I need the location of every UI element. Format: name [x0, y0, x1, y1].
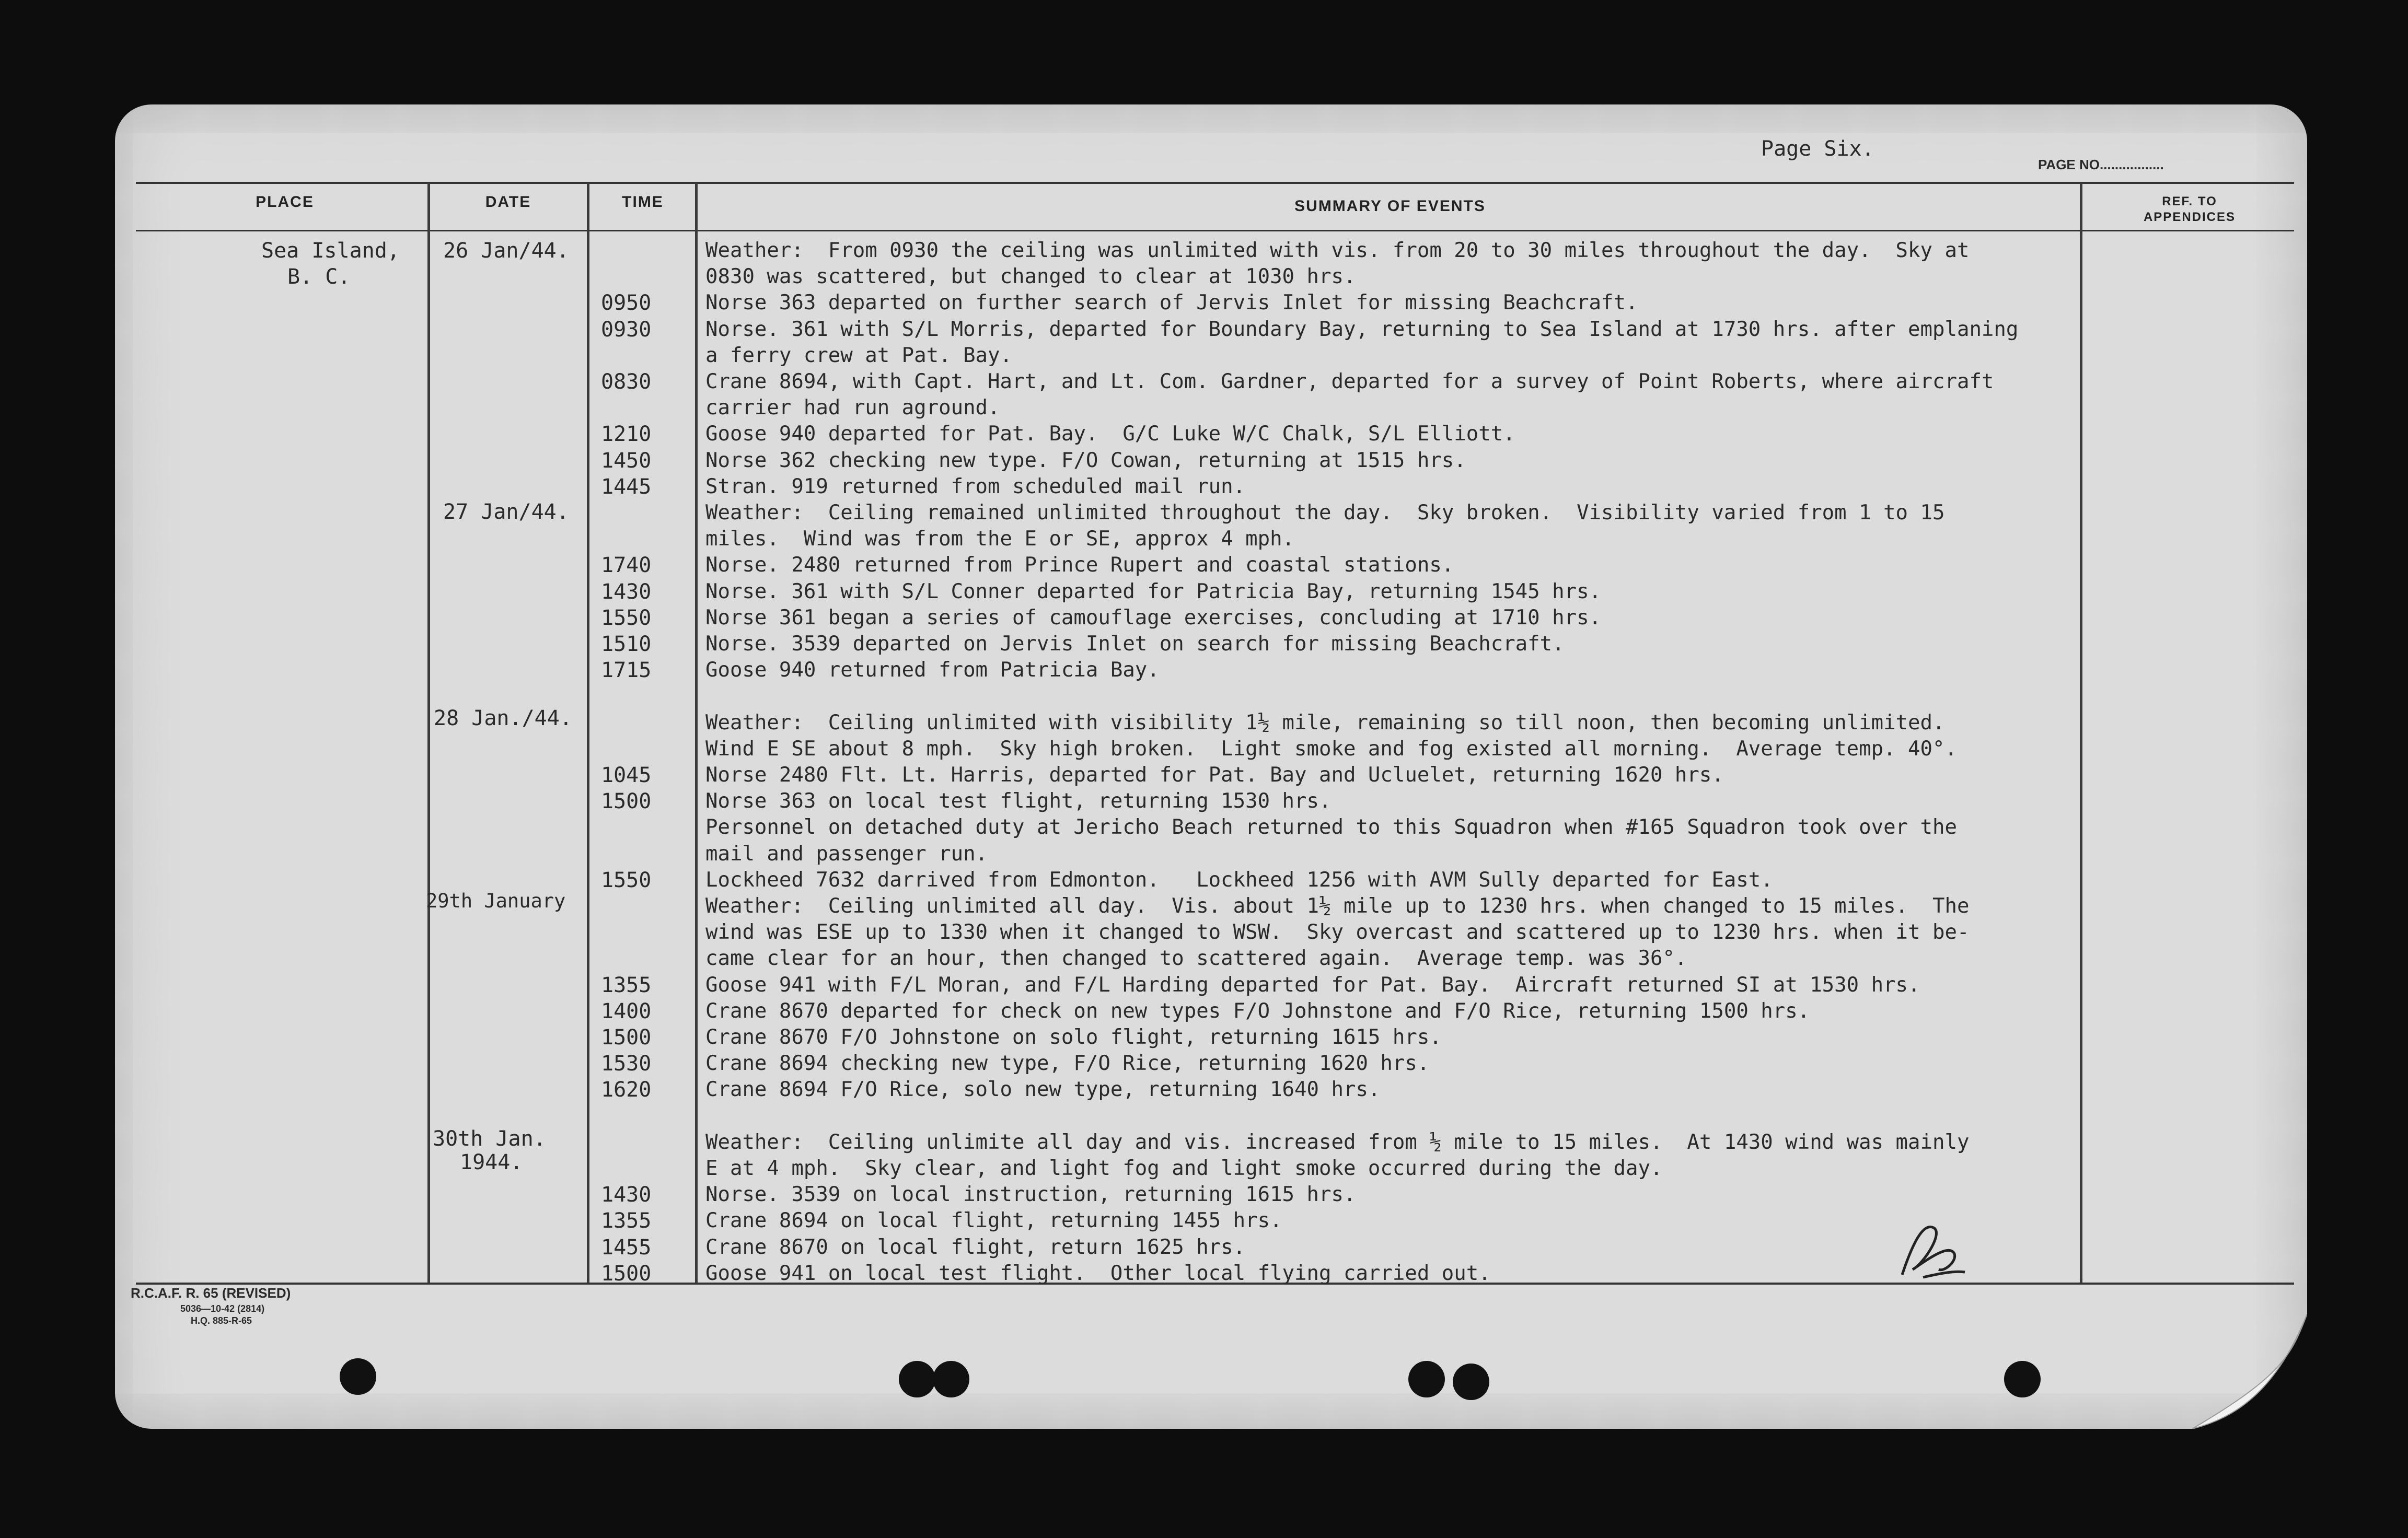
summary-line: Wind E SE about 8 mph. Sky high broken. Light smoke and fog existed all morning. Average temp. 40°.	[705, 737, 1957, 761]
time-cell: 1740	[601, 553, 652, 578]
punch-hole	[1453, 1364, 1489, 1400]
summary-column-line	[695, 183, 698, 1283]
punch-hole	[899, 1361, 935, 1397]
time-cell: 1530	[601, 1052, 652, 1076]
time-cell: 1500	[601, 1026, 652, 1050]
summary-line: Goose 941 with F/L Moran, and F/L Harding departed for Pat. Bay. Aircraft returned SI at 1530 hrs.	[705, 973, 1920, 997]
punch-hole	[340, 1358, 376, 1395]
ref-header-line1: REF. TO	[2162, 194, 2217, 208]
summary-line: Norse. 361 with S/L Morris, departed for Boundary Bay, returning to Sea Island at 1730 hrs. after emplaning	[705, 317, 2019, 341]
date-column-line	[427, 183, 430, 1283]
date-entry: 27 Jan/44.	[443, 500, 569, 524]
ref-header-line2: APPENDICES	[2143, 210, 2236, 224]
place-header: PLACE	[256, 193, 314, 211]
time-cell: 0950	[601, 291, 652, 316]
summary-line: Lockheed 7632 darrived from Edmonton. Lockheed 1256 with AVM Sully departed for East.	[705, 868, 1773, 892]
time-cell: 1210	[601, 422, 652, 447]
time-cell: 1430	[601, 1183, 652, 1207]
summary-line: E at 4 mph. Sky clear, and light fog and light smoke occurred during the day.	[705, 1157, 1663, 1180]
time-cell: 1400	[601, 999, 652, 1023]
time-cell: 1500	[601, 789, 652, 814]
summary-line: Weather: Ceiling remained unlimited throughout the day. Sky broken. Visibility varied from 1 to 15	[705, 501, 1945, 525]
summary-line: Weather: Ceiling unlimited with visibility 1½ mile, remaining so till noon, then becoming unlimited.	[705, 710, 1945, 735]
record-card	[115, 104, 2307, 1429]
time-column-line	[587, 183, 589, 1283]
time-cell: 1355	[601, 973, 652, 997]
summary-line: Weather: From 0930 the ceiling was unlimited with vis. from 20 to 30 miles throughout the day. Sky at	[705, 239, 1970, 262]
time-cell: 1455	[601, 1235, 652, 1260]
summary-line: Goose 940 returned from Patricia Bay.	[705, 658, 1160, 682]
date-entry: 1944.	[460, 1150, 523, 1174]
time-cell: 1355	[601, 1209, 652, 1233]
summary-line: Norse. 3539 departed on Jervis Inlet on search for missing Beachcraft.	[705, 632, 1565, 656]
time-cell: 1430	[601, 579, 652, 604]
date-entry: 28 Jan./44.	[434, 706, 572, 730]
summary-line: 0830 was scattered, but changed to clear at 1030 hrs.	[705, 265, 1356, 289]
summary-line: Norse 2480 Flt. Lt. Harris, departed for Pat. Bay and Ucluelet, returning 1620 hrs.	[705, 763, 1724, 787]
summary-line: Norse 362 checking new type. F/O Cowan, returning at 1515 hrs.	[705, 448, 1466, 472]
place-province: B. C.	[287, 265, 351, 289]
summary-line: Norse. 361 with S/L Conner departed for Patricia Bay, returning 1545 hrs.	[705, 579, 1602, 603]
punch-hole	[1408, 1361, 1445, 1397]
punch-hole	[2004, 1361, 2041, 1397]
time-cell: 1500	[601, 1261, 652, 1286]
time-cell: 1510	[601, 632, 652, 656]
summary-line: Weather: Ceiling unlimited all day. Vis. about 1½ mile up to 1230 hrs. when changed to 15 miles. The	[705, 894, 1970, 918]
time-cell: 1450	[601, 448, 652, 473]
place-name: Sea Island,	[261, 239, 400, 263]
summary-line: Crane 8670 on local flight, return 1625 hrs.	[705, 1235, 1246, 1259]
summary-line: a ferry crew at Pat. Bay.	[705, 343, 1012, 367]
date-entry: 26 Jan/44.	[443, 239, 569, 263]
summary-line: Personnel on detached duty at Jericho Beach returned to this Squadron when #165 Squadron took over the	[705, 815, 1957, 840]
time-cell: 1550	[601, 868, 652, 892]
time-cell: 1045	[601, 763, 652, 787]
initials-mark	[1892, 1212, 1975, 1285]
summary-line: miles. Wind was from the E or SE, approx 4 mph.	[705, 527, 1295, 551]
summary-line: came clear for an hour, then changed to scattered again. Average temp. was 36°.	[705, 947, 1687, 971]
summary-line: Norse. 2480 returned from Prince Rupert and coastal stations.	[705, 553, 1454, 577]
summary-line: Crane 8694 F/O Rice, solo new type, returning 1640 hrs.	[705, 1078, 1381, 1102]
time-cell: 0830	[601, 370, 652, 394]
time-cell: 1715	[601, 658, 652, 683]
summary-header: SUMMARY OF EVENTS	[1294, 197, 1486, 215]
header-rule	[136, 230, 2294, 231]
form-footer-line1: R.C.A.F. R. 65 (REVISED)	[131, 1285, 291, 1301]
date-entry: 30th Jan.	[433, 1127, 546, 1151]
page-no-label: PAGE NO.................	[2038, 157, 2164, 172]
summary-line: Norse. 3539 on local instruction, returning 1615 hrs.	[705, 1183, 1356, 1207]
summary-line: Crane 8670 departed for check on new types F/O Johnstone and F/O Rice, returning 1500 hrs.	[705, 999, 1810, 1023]
time-header: TIME	[622, 193, 664, 211]
summary-line: carrier had run aground.	[705, 396, 1000, 420]
date-header: DATE	[485, 193, 531, 211]
summary-line: Crane 8694, with Capt. Hart, and Lt. Com. Gardner, departed for a survey of Point Roberts, where aircraft	[705, 370, 1994, 393]
form-footer-line2: 5036—10-42 (2814)	[180, 1303, 265, 1314]
summary-line: Crane 8670 F/O Johnstone on solo flight, returning 1615 hrs.	[705, 1026, 1442, 1049]
summary-line: Norse 363 on local test flight, returning 1530 hrs.	[705, 789, 1332, 813]
summary-line: Goose 941 on local test flight. Other local flying carried out.	[705, 1261, 1491, 1285]
summary-line: Weather: Ceiling unlimite all day and vis. increased from ½ mile to 15 miles. At 1430 wind was mainly	[705, 1130, 1970, 1154]
form-footer-line3: H.Q. 885-R-65	[191, 1315, 252, 1326]
time-cell: 1550	[601, 605, 652, 630]
summary-line: wind was ESE up to 1330 when it changed to WSW. Sky overcast and scattered up to 1230 hrs. when it be-	[705, 921, 1970, 945]
summary-line: Goose 940 departed for Pat. Bay. G/C Luke W/C Chalk, S/L Elliott.	[705, 422, 1515, 446]
time-cell: 1620	[601, 1078, 652, 1102]
curled-corner	[2171, 1314, 2307, 1429]
summary-line: Norse 361 began a series of camouflage exercises, concluding at 1710 hrs.	[705, 605, 1602, 630]
time-cell: 0930	[601, 317, 652, 342]
summary-line: Crane 8694 on local flight, returning 1455 hrs.	[705, 1209, 1282, 1233]
time-cell: 1445	[601, 474, 652, 499]
summary-line: mail and passenger run.	[705, 842, 988, 866]
punch-hole	[933, 1361, 969, 1397]
date-entry: 29th January	[426, 890, 566, 912]
top-rule	[136, 182, 2294, 184]
page-number: Page Six.	[1761, 137, 1874, 161]
summary-line: Crane 8694 checking new type, F/O Rice, returning 1620 hrs.	[705, 1052, 1430, 1076]
summary-line: Norse 363 departed on further search of Jervis Inlet for missing Beachcraft.	[705, 291, 1638, 315]
summary-line: Stran. 919 returned from scheduled mail run.	[705, 474, 1246, 498]
ref-column-line	[2080, 183, 2082, 1283]
